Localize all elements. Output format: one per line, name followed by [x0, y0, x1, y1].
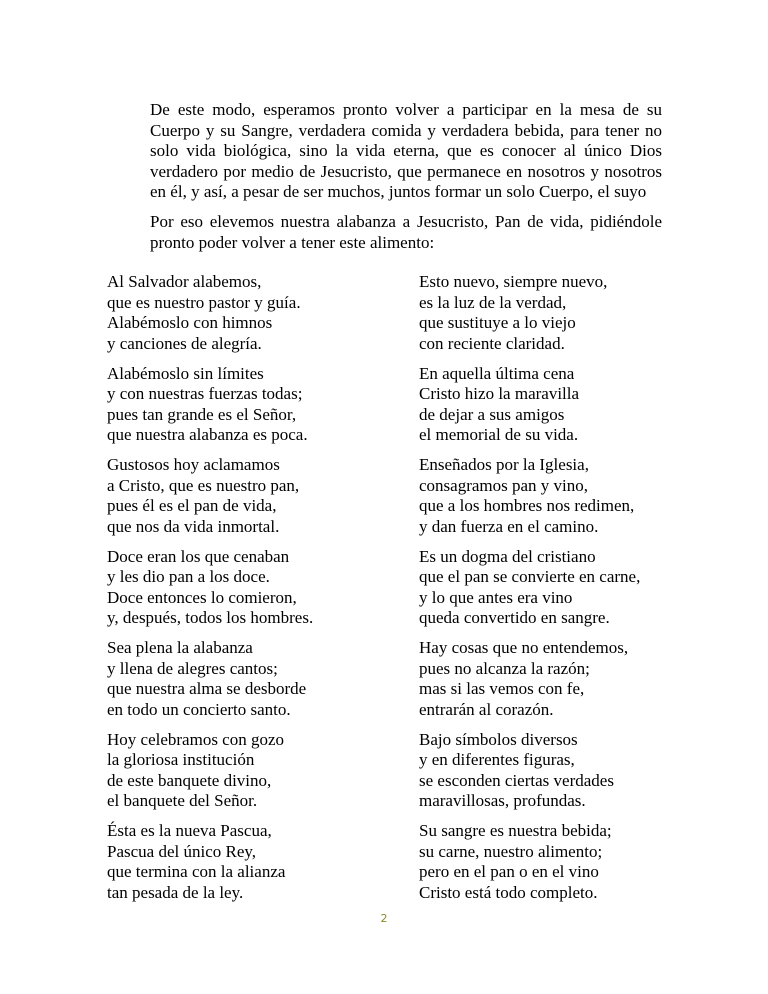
verse-line: Es un dogma del cristiano [419, 546, 596, 566]
intro-paragraph-2: Por eso elevemos nuestra alabanza a Jesucristo, Pan de vida, pidiéndole pronto poder volver a tener este alimento: [150, 211, 662, 252]
verse-line: y lo que antes era vino [419, 587, 573, 607]
verse-line: y llena de alegres cantos; [107, 658, 278, 678]
verse-line: maravillosas, profundas. [419, 791, 586, 810]
verse-line: Pascua del único Rey, [107, 841, 257, 861]
verse-line: y en diferentes figuras, [419, 750, 575, 769]
verse-line: se esconden ciertas verdades [419, 770, 614, 790]
verse-line: y, después, todos los hombres. [107, 608, 314, 627]
verse-line: el memorial de su vida. [419, 425, 579, 444]
verse-line: y canciones de alegría. [107, 333, 262, 353]
verse-line: Gustosos hoy aclamamos [107, 455, 280, 474]
verse-line: Enseñados por la Iglesia, [419, 455, 589, 474]
verse-line: Su sangre es nuestra bebida; [419, 821, 612, 840]
verse-line: y dan fuerza en el camino. [419, 516, 599, 536]
verse-line: y con nuestras fuerzas todas; [107, 384, 303, 403]
verse-line: Esto nuevo, siempre nuevo, [419, 272, 608, 291]
stanza [419, 272, 719, 354]
hymn-column-right [419, 272, 719, 913]
verse-line: queda convertido en sangre. [419, 608, 610, 627]
verse-line: consagramos pan y vino, [419, 475, 589, 495]
verse-line: el banquete del Señor. [107, 791, 258, 810]
verse-line: y les dio pan a los doce. [107, 567, 270, 586]
verse-line: pero en el pan o en el vino [419, 862, 599, 881]
stanza [419, 821, 719, 903]
verse-line: es la luz de la verdad, [419, 292, 567, 312]
verse-line: Alabémoslo con himnos [107, 313, 273, 332]
verse-line: Cristo está todo completo. [419, 882, 598, 902]
verse-line: Alabémoslo sin límites [107, 363, 264, 383]
verse-line: la gloriosa institución [107, 750, 255, 769]
page-number: 2 [380, 912, 388, 925]
verse-line: su carne, nuestro alimento; [419, 841, 603, 861]
verse-line: mas si las vemos con fe, [419, 679, 585, 698]
stanza [107, 638, 397, 720]
intro-text [150, 100, 662, 262]
stanza [107, 364, 397, 446]
verse-line: de dejar a sus amigos [419, 404, 565, 424]
verse-line: entrarán al corazón. [419, 699, 554, 719]
verse-line: que nos da vida inmortal. [107, 516, 280, 536]
verse-line: En aquella última cena [419, 363, 575, 383]
verse-line: que nuestra alabanza es poca. [107, 425, 308, 444]
stanza [419, 638, 719, 720]
verse-line: Al Salvador alabemos, [107, 272, 262, 291]
stanza [107, 730, 397, 812]
verse-line: con reciente claridad. [419, 333, 565, 353]
verse-line: Hay cosas que no entendemos, [419, 638, 629, 657]
verse-line: que es nuestro pastor y guía. [107, 292, 301, 312]
verse-line: de este banquete divino, [107, 770, 272, 790]
stanza [107, 272, 397, 354]
verse-line: que sustituye a lo viejo [419, 313, 576, 332]
intro-paragraph-1: De este modo, esperamos pronto volver a participar en la mesa de su Cuerpo y su Sangre, verdadera comida y verdadera bebida, para tener no solo vida biológica, sino la vida eterna, que es conocer al único Dios verdadero por medio de Jesucristo, que permanece en nosotros y nosotros en él, y así, a pesar de ser muchos, juntos formar un solo Cuerpo, el suyo [150, 100, 662, 202]
verse-line: Sea plena la alabanza [107, 638, 253, 657]
stanza [419, 364, 719, 446]
verse-line: que el pan se convierte en carne, [419, 567, 641, 586]
stanza [107, 821, 397, 903]
verse-line: pues él es el pan de vida, [107, 496, 277, 515]
verse-line: pues no alcanza la razón; [419, 658, 590, 678]
verse-line: que a los hombres nos redimen, [419, 496, 635, 515]
verse-line: Ésta es la nueva Pascua, [107, 821, 272, 840]
stanza [419, 547, 719, 629]
stanza [419, 730, 719, 812]
verse-line: que nuestra alma se desborde [107, 679, 307, 698]
verse-line: pues tan grande es el Señor, [107, 404, 297, 424]
verse-line: que termina con la alianza [107, 862, 286, 881]
stanza [419, 455, 719, 537]
stanza [107, 547, 397, 629]
verse-line: Bajo símbolos diversos [419, 729, 578, 749]
hymn-column-left [107, 272, 397, 913]
verse-line: Cristo hizo la maravilla [419, 384, 580, 403]
verse-line: tan pesada de la ley. [107, 882, 244, 902]
verse-line: Doce entonces lo comieron, [107, 587, 297, 607]
verse-line: Doce eran los que cenaban [107, 546, 290, 566]
verse-line: a Cristo, que es nuestro pan, [107, 475, 300, 495]
stanza [107, 455, 397, 537]
verse-line: en todo un concierto santo. [107, 699, 291, 719]
verse-line: Hoy celebramos con gozo [107, 729, 285, 749]
